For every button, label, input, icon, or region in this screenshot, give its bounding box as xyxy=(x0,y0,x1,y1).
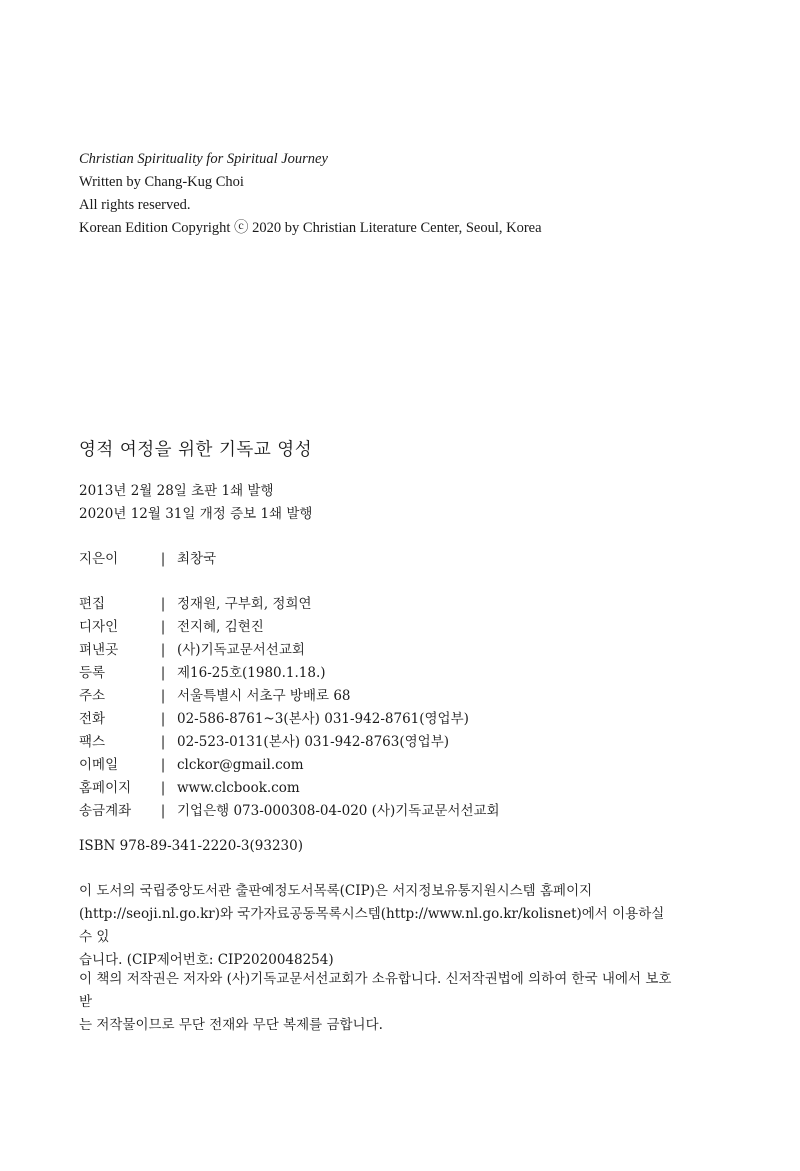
separator: | xyxy=(160,642,166,658)
publication-details xyxy=(79,593,500,823)
edition-dates xyxy=(79,480,312,526)
credit-label: 홈페이지 xyxy=(79,780,132,796)
credit-row xyxy=(79,639,500,662)
cip-line: 이 도서의 국립중앙도서관 출판예정도서목록(CIP)은 서지정보유통지원시스템 홈페이지 xyxy=(79,883,593,899)
separator: | xyxy=(160,688,166,704)
credit-label: 팩스 xyxy=(79,734,106,750)
credit-label: 펴낸곳 xyxy=(79,642,119,658)
separator: | xyxy=(160,757,166,773)
separator: | xyxy=(160,596,166,612)
credit-value: 서울특별시 서초구 방배로 68 xyxy=(177,688,351,704)
separator: | xyxy=(160,551,166,567)
copyright-line: 는 저작물이므로 무단 전재와 무단 복제를 금합니다. xyxy=(79,1017,383,1033)
english-credits xyxy=(79,148,719,240)
homepage-value: www.clcbook.com xyxy=(177,780,300,796)
english-rights: All rights reserved. xyxy=(79,197,191,213)
credit-row xyxy=(79,754,500,777)
credit-value: 02-523-0131(본사) 031-942-8763(영업부) xyxy=(177,734,450,750)
credit-label: 주소 xyxy=(79,688,106,704)
author-value: 최창국 xyxy=(177,551,217,567)
credit-row xyxy=(79,616,500,639)
credit-row xyxy=(79,708,500,731)
separator: | xyxy=(160,711,166,727)
separator: | xyxy=(160,619,166,635)
credit-label: 송금계좌 xyxy=(79,803,132,819)
credit-row xyxy=(79,685,500,708)
cip-line: 습니다. (CIP제어번호: CIP2020048254) xyxy=(79,952,334,968)
english-copyright: Korean Edition Copyright ⓒ 2020 by Christian Literature Center, Seoul, Korea xyxy=(79,220,542,236)
copyright-notice xyxy=(79,968,679,1037)
separator: | xyxy=(160,734,166,750)
korean-title: 영적 여정을 위한 기독교 영성 xyxy=(79,440,313,460)
credit-value: 02-586-8761~3(본사) 031-942-8761(영업부) xyxy=(177,711,469,727)
credit-value: 기업은행 073-000308-04-020 (사)기독교문서선교회 xyxy=(177,803,500,819)
author-label: 지은이 xyxy=(79,551,119,567)
cip-line: (http://seoji.nl.go.kr)와 국가자료공동목록시스템(http://www.nl.go.kr/kolisnet)에서 이용하실 수 있 xyxy=(79,906,665,945)
credit-label: 전화 xyxy=(79,711,106,727)
author-block xyxy=(79,548,216,571)
separator: | xyxy=(160,780,166,796)
english-book-title: Christian Spirituality for Spiritual Journey xyxy=(79,151,328,167)
separator: | xyxy=(160,665,166,681)
edition-revised: 2020년 12월 31일 개정 증보 1쇄 발행 xyxy=(79,506,313,522)
cip-notice xyxy=(79,880,679,972)
email-value: clckor@gmail.com xyxy=(177,757,304,773)
credit-row xyxy=(79,800,500,823)
author-row xyxy=(79,548,216,571)
credit-label: 디자인 xyxy=(79,619,119,635)
credit-value: 제16-25호(1980.1.18.) xyxy=(177,665,326,681)
credit-value: 전지혜, 김현진 xyxy=(177,619,264,635)
credit-label: 편집 xyxy=(79,596,106,612)
credit-row xyxy=(79,731,500,754)
isbn: ISBN 978-89-341-2220-3(93230) xyxy=(79,838,303,854)
english-author: Written by Chang-Kug Choi xyxy=(79,174,244,190)
credit-row xyxy=(79,777,500,800)
credit-value: (사)기독교문서선교회 xyxy=(177,642,305,658)
separator: | xyxy=(160,803,166,819)
copyright-line: 이 책의 저작권은 저자와 (사)기독교문서선교회가 소유합니다. 신저작권법에 의하여 한국 내에서 보호받 xyxy=(79,971,672,1010)
credit-row xyxy=(79,662,500,685)
credit-row xyxy=(79,593,500,616)
credit-label: 이메일 xyxy=(79,757,119,773)
edition-first: 2013년 2월 28일 초판 1쇄 발행 xyxy=(79,483,274,499)
credit-value: 정재원, 구부회, 정희연 xyxy=(177,596,312,612)
credit-label: 등록 xyxy=(79,665,106,681)
